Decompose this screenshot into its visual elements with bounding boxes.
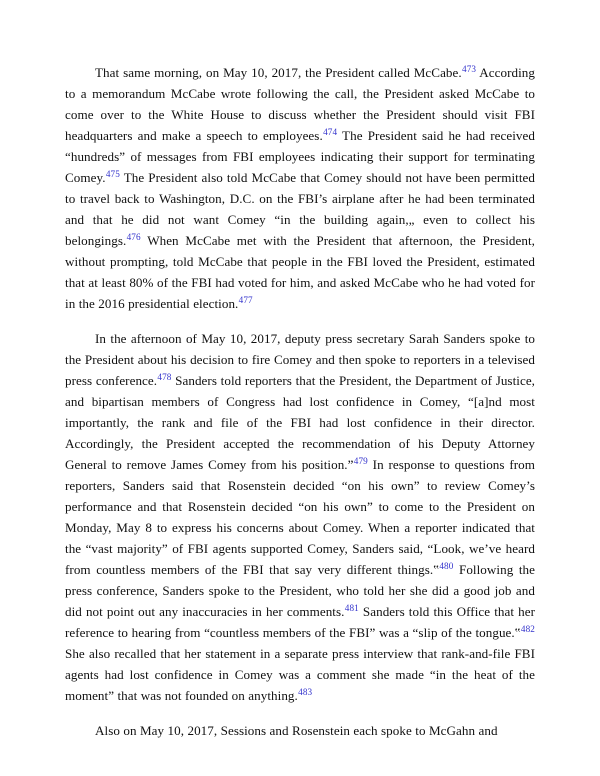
- paragraph-text: In the afternoon of May 10, 2017, deputy press secretary Sarah Sanders spoke to the President about his decision to fire Comey and then spoke to reporters in a televised press conference.: [65, 331, 535, 388]
- paragraph: [65, 328, 535, 706]
- footnote-reference[interactable]: 479: [353, 455, 368, 466]
- footnote-reference[interactable]: 475: [105, 168, 120, 179]
- body-text-column: [65, 62, 535, 741]
- paragraph-text: That same morning, on May 10, 2017, the President called McCabe.: [95, 65, 462, 80]
- footnote-reference[interactable]: 480: [439, 560, 454, 571]
- paragraph: [65, 720, 535, 741]
- paragraph-text: According to a memorandum McCabe wrote following the call, the President asked McCabe to come over to the White House to discuss whether the President should visit FBI headquarters and make a speech to employees.: [65, 65, 535, 143]
- footnote-reference[interactable]: 477: [238, 294, 253, 305]
- paragraph-text: The President also told McCabe that Comey should not have been permitted to travel back to Washington, D.C. on the FBI’s airplane after he had been terminated and that he did not want Comey “in the building again,„ even to collect his belongings.: [65, 170, 535, 248]
- paragraph-text: In response to questions from reporters, Sanders said that Rosenstein decided “on his own” to review Comey’s performance and that Rosenstein decided “on his own” to come to the President on Monday, May 8 to express his concerns about Comey. When a reporter indicated that the “vast majority” of FBI agents supported Comey, Sanders said, “Look, we’ve heard from countless members of the FBI that say very different things.‟: [65, 457, 535, 577]
- footnote-reference[interactable]: 478: [157, 371, 172, 382]
- footnote-reference[interactable]: 481: [344, 602, 359, 613]
- paragraph-text: When McCabe met with the President that afternoon, the President, without prompting, told McCabe that people in the FBI loved the President, estimated that at least 80% of the FBI had voted for him, and asked McCabe who he had voted for in the 2016 presidential election.: [65, 233, 535, 311]
- paragraph-text: Also on May 10, 2017, Sessions and Rosenstein each spoke to McGahn and: [95, 723, 498, 738]
- footnote-reference[interactable]: 483: [298, 686, 313, 697]
- paragraph-text: The President said he had received “hundreds” of messages from FBI employees indicating their support for terminating Comey.: [65, 128, 535, 185]
- paragraph-text: Following the press conference, Sanders spoke to the President, who told her she did a good job and did not point out any inaccuracies in her comments.: [65, 562, 535, 619]
- footnote-reference[interactable]: 473: [462, 63, 477, 74]
- footnote-reference[interactable]: 482: [520, 623, 535, 634]
- footnote-reference[interactable]: 474: [323, 126, 338, 137]
- paragraph-text: Sanders told reporters that the President, the Department of Justice, and bipartisan members of Congress had lost confidence in Comey, “[a]nd most importantly, the rank and file of the FBI had lost confidence in their director. Accordingly, the President accepted the recommendation of his Deputy Attorney General to remove James Comey from his position.”: [65, 373, 535, 472]
- paragraph-text: She also recalled that her statement in a separate press interview that rank-and-file FBI agents had lost confidence in Comey was a comment she made “in the heat of the moment” that was not founded on anything.: [65, 646, 535, 703]
- paragraph-text: Sanders told this Office that her reference to hearing from “countless members of the FBI” was a “slip of the tongue.‟: [65, 604, 535, 640]
- footnote-reference[interactable]: 476: [126, 231, 141, 242]
- paragraph: [65, 62, 535, 314]
